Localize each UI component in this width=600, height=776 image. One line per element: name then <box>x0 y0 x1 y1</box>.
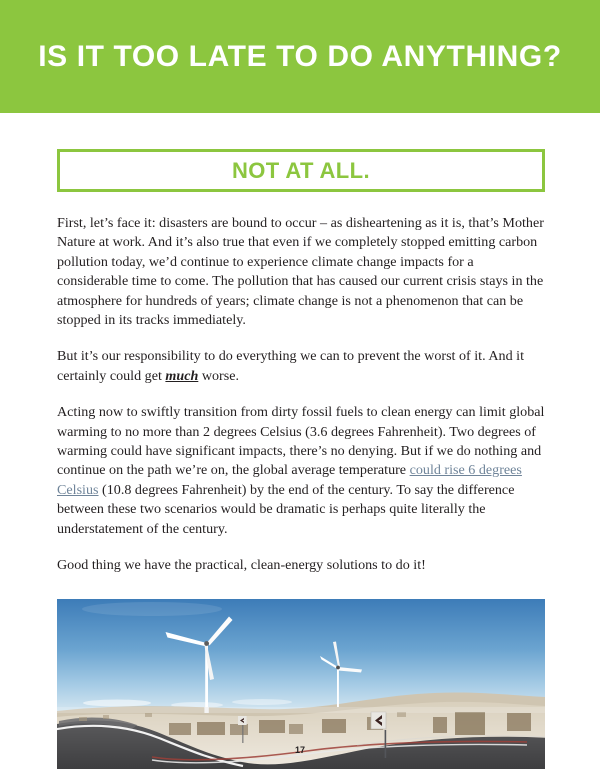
page-number: 17 <box>294 745 305 755</box>
page-title: IS IT TOO LATE TO DO ANYTHING? <box>38 39 562 73</box>
paragraph-1: First, let’s face it: disasters are bound to occur – as disheartening as it is, that’s Mother Nature at work. And it’s also true that even if we completely stopped emitting carbon pollution today, we’d continue to experience climate change impacts for a considerable time to come. The pollution that has caused our current crisis stays in the atmosphere for hundreds of years; climate change is not a phenomenon that can be stopped in its tracks immediately. <box>57 215 544 329</box>
paragraph-2 <box>57 347 545 386</box>
paragraph-3 <box>57 403 545 539</box>
emphasis-much: much <box>165 367 199 384</box>
inline-link-could-rise-6-degrees[interactable]: could rise 6 degrees Celsius <box>57 462 522 498</box>
paragraph-2-text-after: worse. <box>198 367 240 384</box>
page-content <box>57 113 545 769</box>
callout-heading: NOT AT ALL. <box>231 157 370 183</box>
paragraph-3-text-before: Acting now to swiftly transition from dirty fossil fuels to clean energy can limit global warming to no more than 2 degrees Celsius (3.6 degrees Fahrenheit). Two degrees of warming could have significant impacts, there’s no denying. But if we do nothing and continue on the path we’re on, the global average temperature <box>57 404 545 479</box>
header-banner <box>0 0 600 113</box>
callout-box <box>57 149 545 192</box>
paragraph-3-text-after: (10.8 degrees Fahrenheit) by the end of the century. To say the difference between these two scenarios would be dramatic is perhaps quite literally the understatement of the century. <box>57 481 515 537</box>
paragraph-4: Good thing we have the practical, clean-energy solutions to do it! <box>57 557 426 574</box>
page-footer <box>0 740 600 758</box>
body-copy <box>57 214 545 576</box>
paragraph-2-text-before: But it’s our responsibility to do everything we can to prevent the worst of it. And it certainly could get <box>57 348 524 384</box>
